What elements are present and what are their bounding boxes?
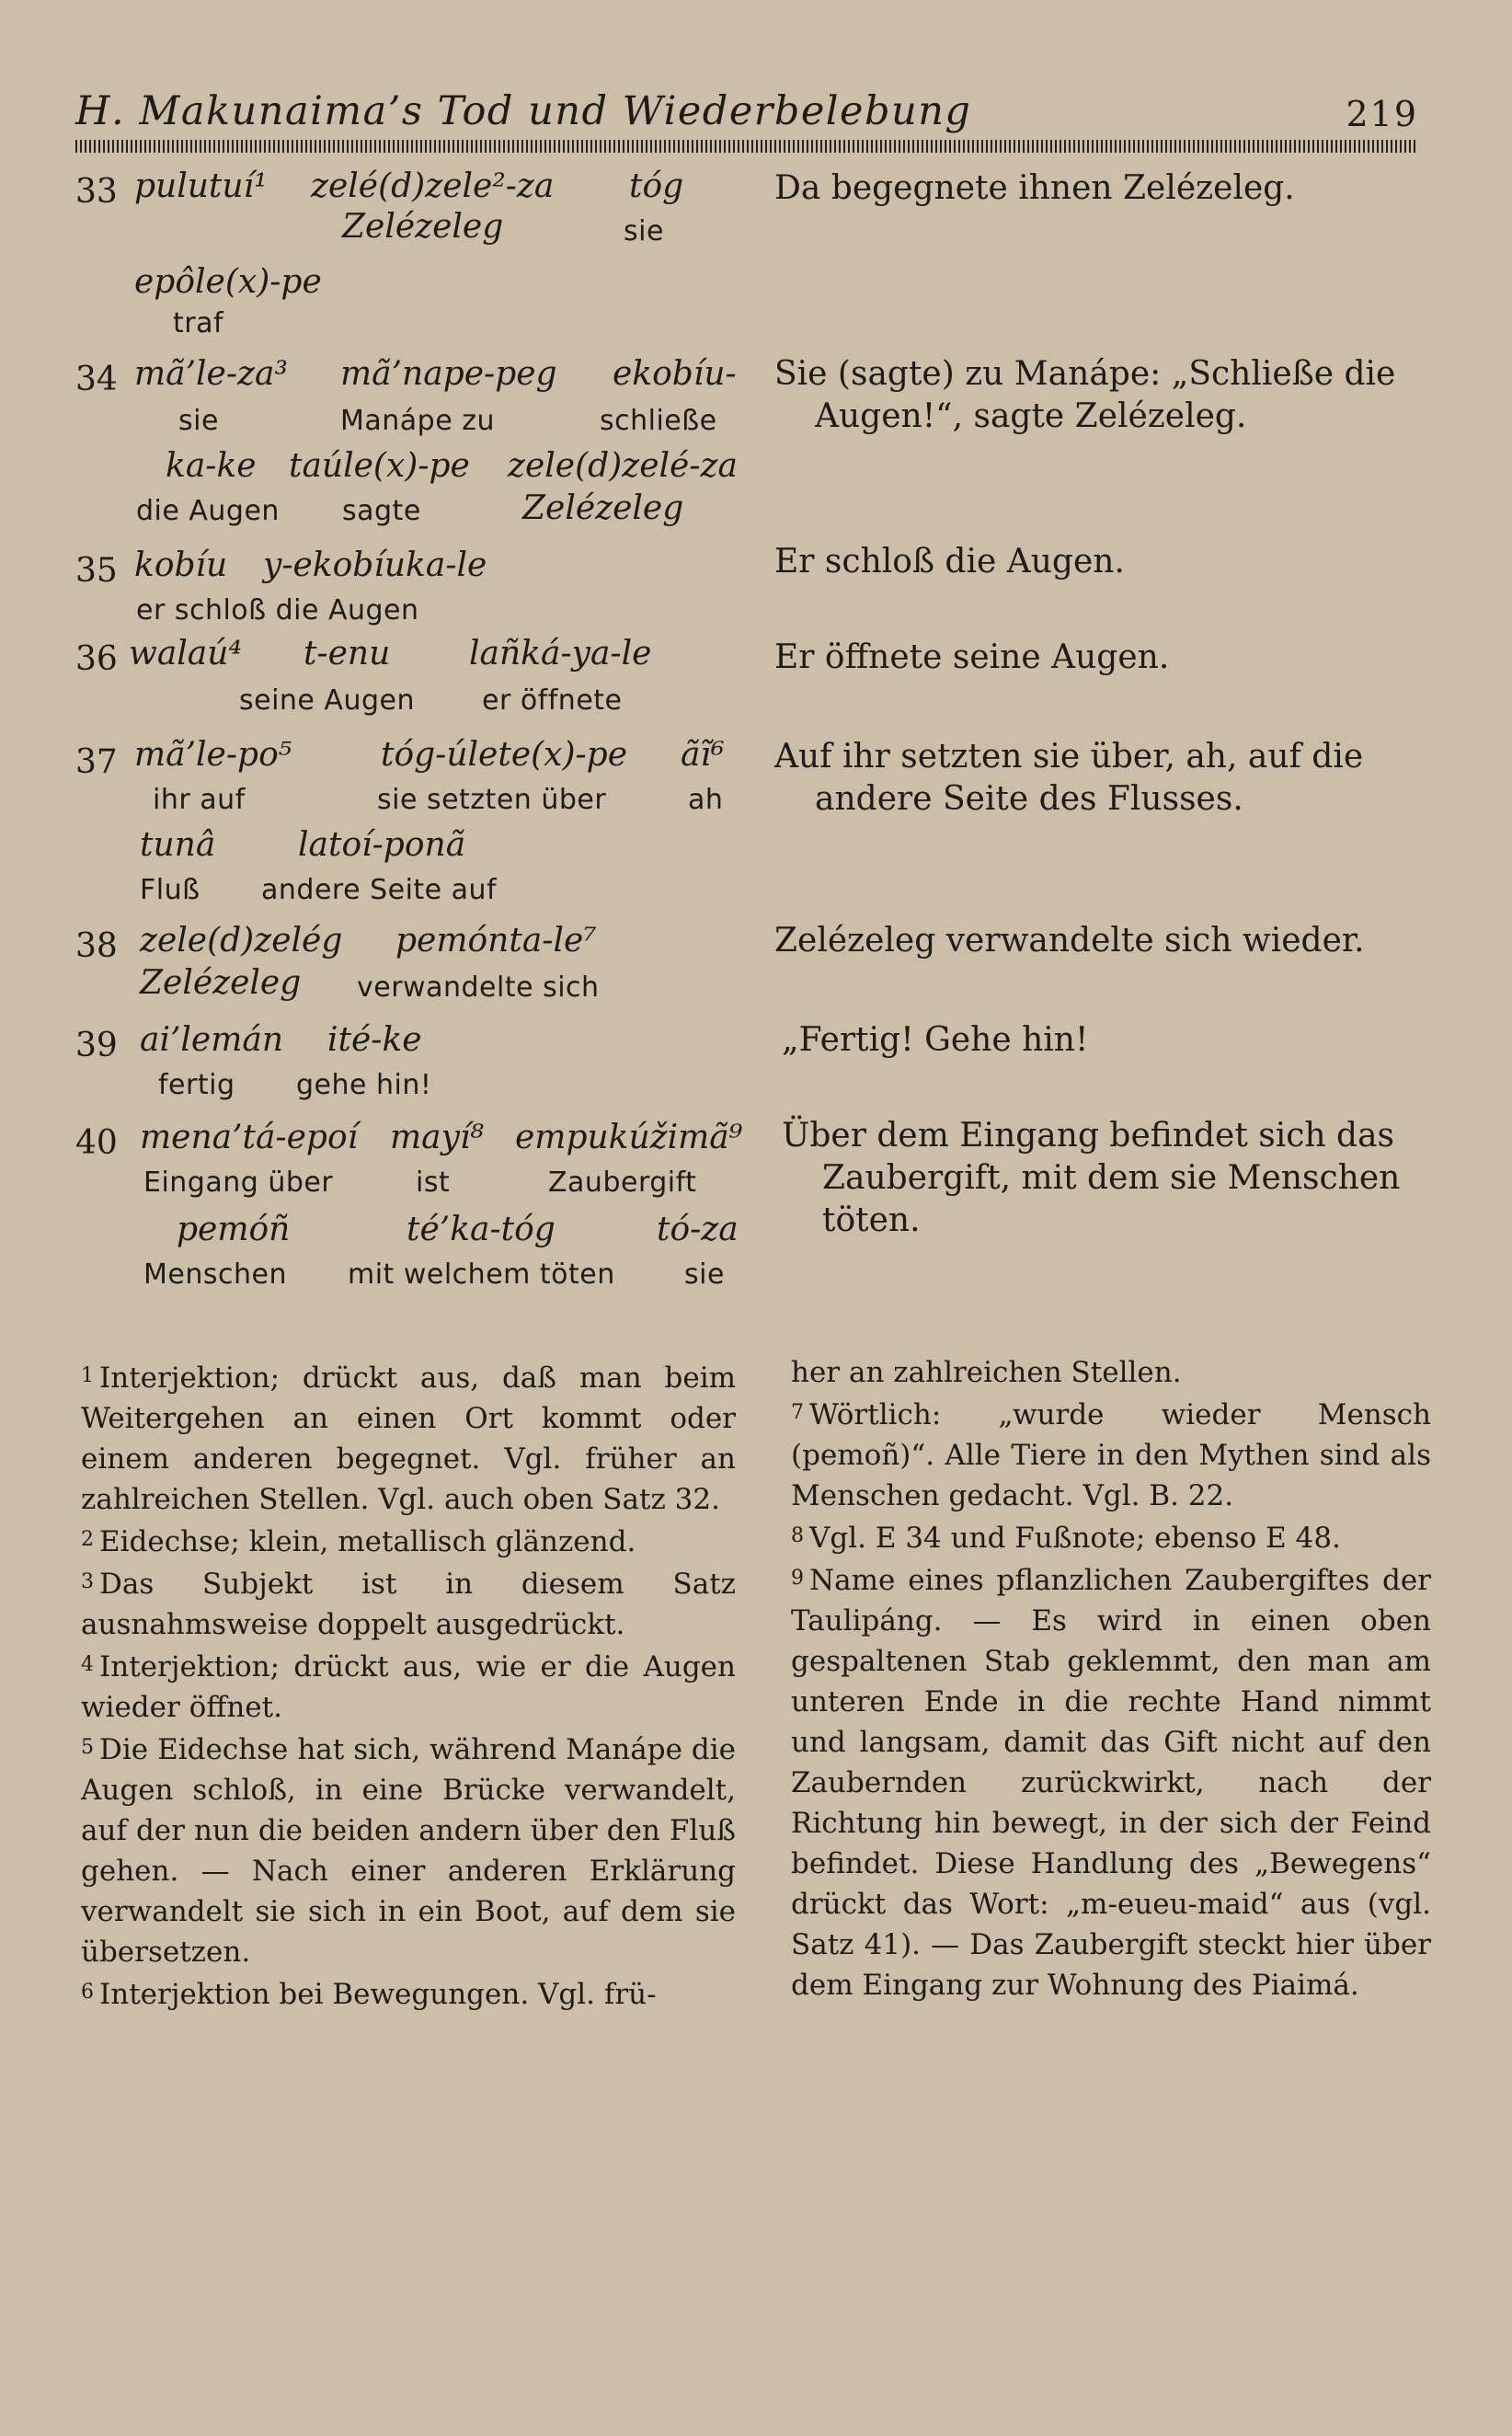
translation: „Fertig! Gehe hin! (782, 1021, 1089, 1059)
word: ité-ke (327, 1021, 422, 1059)
gloss: gehe hin! (296, 1069, 432, 1101)
footnote-6-continued (791, 1352, 1431, 1393)
gloss: schließe (600, 405, 717, 437)
footnote-text: Name eines pflanzlichen Zaubergiftes der Taulipáng. — Es wird in einen oben gespaltenen Stab geklemmt, den man am unteren Ende in die rechte Hand nimmt und langsam, damit das Gift nicht auf den Zaubernden zurückwirkt, nach der Richtung hin bewegt, in der sich der Feind befindet. Diese Handlung des „Bewegens“ drückt das Wort: „m-eueu-maid“ aus (vgl. Satz 41). — Das Zaubergift steckt hier über dem Eingang zur Wohnung des Piaimá. (791, 1564, 1431, 2002)
entry-number: 37 (75, 743, 118, 781)
word: zele(d)zelé-za (508, 447, 738, 485)
gloss: Zaubergift (548, 1166, 697, 1199)
word: taúle(x)-pe (289, 447, 470, 485)
gloss: Eingang über (143, 1166, 334, 1199)
gloss: er öffnete (482, 684, 623, 717)
word: mã’le-za³ (134, 355, 288, 393)
footnote-text: her an zahlreichen Stellen. (791, 1356, 1182, 1389)
footnote-mark: 2 (81, 1528, 94, 1551)
footnote-mark: 4 (81, 1653, 94, 1676)
entry-number: 38 (75, 927, 118, 965)
gloss: mit welchem töten (348, 1258, 615, 1291)
running-header (75, 88, 1418, 136)
entry-number: 39 (75, 1027, 118, 1064)
gloss: verwandelte sich (357, 971, 600, 1004)
word: zele(d)zelég (140, 922, 343, 959)
translation (782, 1115, 1444, 1242)
word: walaú⁴ (129, 635, 242, 672)
translation-line: Sie (sagte) zu Manápe: „Schließe die (774, 355, 1396, 393)
entry-number: 40 (75, 1124, 118, 1162)
footnote-mark: 7 (791, 1401, 804, 1424)
footnote-mark: 6 (81, 1981, 94, 2004)
word: tóg-úlete(x)-pe (381, 736, 628, 774)
gloss: sie (178, 405, 219, 437)
footnote-text: Vgl. E 34 und Fußnote; ebenso E 48. (809, 1522, 1341, 1555)
word: mã’le-po⁵ (134, 736, 292, 774)
footnotes-right-column (791, 1352, 1431, 2005)
word: ai’lemán (140, 1021, 284, 1059)
footnotes-left-column (81, 1356, 736, 2015)
word: zelé(d)zele²-za (311, 167, 555, 205)
gloss-name: Zelézeleg (140, 964, 302, 1002)
gloss-name: Zelézeleg (522, 489, 684, 527)
word: mã’nape-peg (340, 355, 557, 393)
footnote-9 (791, 1558, 1431, 2005)
word: lañká-ya-le (469, 635, 652, 672)
header-rule (75, 140, 1418, 153)
word: ekobíu- (613, 355, 737, 393)
translation-line: Augen!“, sagte Zelézeleg. (815, 397, 1247, 435)
gloss: seine Augen (239, 684, 415, 717)
entry-number: 35 (75, 552, 118, 590)
footnote-text: Interjektion; drückt aus, wie er die Augen wieder öffnet. (81, 1650, 736, 1724)
footnote-5 (81, 1728, 736, 1972)
translation: Er schloß die Augen. (774, 543, 1125, 580)
footnote-7 (791, 1393, 1431, 1516)
footnote-mark: 3 (81, 1570, 94, 1593)
translation-line: töten. (822, 1201, 921, 1239)
entry-number: 36 (75, 640, 118, 678)
footnote-text: Interjektion bei Bewegungen. Vgl. frü- (99, 1978, 657, 2011)
entry-number: 34 (75, 361, 118, 398)
footnote-mark: 1 (81, 1364, 94, 1387)
translation (774, 736, 1437, 821)
gloss: Fluß (140, 874, 200, 906)
word: té’ka-tóg (407, 1211, 556, 1248)
footnote-text: Eidechse; klein, metallisch glänzend. (99, 1525, 636, 1558)
word: tó-za (657, 1211, 739, 1248)
footnote-6 (81, 1972, 736, 2015)
page-number: 219 (1346, 94, 1418, 134)
translation-line: Auf ihr setzten sie über, ah, auf die (774, 738, 1364, 776)
footnote-8 (791, 1516, 1431, 1558)
footnote-2 (81, 1520, 736, 1562)
footnote-mark: 5 (81, 1736, 94, 1759)
word: latoí-ponã (298, 826, 466, 864)
translation-line: Zaubergift, mit dem sie Menschen (822, 1159, 1401, 1197)
word: ka-ke (166, 447, 257, 485)
footnote-mark: 9 (791, 1567, 804, 1590)
gloss: ihr auf (153, 784, 246, 816)
word: mayí⁸ (390, 1119, 484, 1156)
gloss: sagte (342, 495, 421, 527)
word: mena’tá-epoí (140, 1119, 359, 1156)
gloss: ah (688, 784, 724, 816)
footnote-text: Interjektion; drückt aus, daß man beim Weitergehen an einen Ort kommt oder einem anderen begegnet. Vgl. früher an zahlreichen Stellen. Vgl. auch oben Satz 32. (81, 1362, 736, 1516)
translation-line: Über dem Eingang befindet sich das (782, 1117, 1394, 1155)
gloss: fertig (158, 1069, 235, 1101)
running-title: H. Makunaima’s Tod und Wiederbelebung (75, 88, 972, 134)
gloss: die Augen (136, 495, 280, 527)
word: epôle(x)-pe (134, 263, 322, 301)
gloss: Manápe zu (340, 405, 495, 437)
word: t-enu (304, 635, 391, 672)
gloss: er schloß die Augen (136, 594, 419, 626)
translation: Er öffnete seine Augen. (774, 638, 1170, 676)
gloss: sie (684, 1258, 725, 1291)
gloss: ist (416, 1166, 451, 1199)
footnote-text: Die Eidechse hat sich, während Manápe die Augen schloß, in eine Brücke verwandelt, auf der nun die beiden andern über den Fluß gehen. — Nach einer anderen Erklärung verwandelt sie sich in ein Boot, auf dem sie übersetzen. (81, 1733, 736, 1969)
word: tunâ (140, 826, 216, 864)
gloss: Menschen (143, 1258, 287, 1291)
word: kobíu (134, 546, 228, 584)
word: y-ekobíuka-le (263, 546, 487, 584)
word: ãĩ⁶ (681, 736, 725, 774)
footnote-mark: 8 (791, 1524, 804, 1547)
word: pulutuí¹ (134, 167, 268, 205)
footnote-3 (81, 1562, 736, 1645)
gloss: sie (624, 215, 664, 247)
gloss-name: Zelézeleg (342, 208, 504, 246)
translation: Da begegnete ihnen Zelézeleg. (774, 169, 1295, 207)
word: tóg (629, 167, 684, 205)
entry-number: 33 (75, 173, 118, 211)
footnote-4 (81, 1645, 736, 1728)
word: pemónta-le⁷ (395, 922, 597, 959)
word: pemóñ (177, 1211, 291, 1248)
gloss: traf (173, 307, 224, 339)
footnote-text: Wörtlich: „wurde wieder Mensch (pemoñ)“. Alle Tiere in den Mythen sind als Menschen gedacht. Vgl. B. 22. (791, 1398, 1431, 1512)
translation (774, 353, 1437, 438)
gloss: sie setzten über (377, 784, 607, 816)
translation-line: andere Seite des Flusses. (815, 780, 1243, 818)
translation: Zelézeleg verwandelte sich wieder. (774, 922, 1365, 959)
gloss: andere Seite auf (261, 874, 498, 906)
word: empukúžimã⁹ (515, 1119, 743, 1156)
footnote-1 (81, 1356, 736, 1520)
footnote-text: Das Subjekt ist in diesem Satz ausnahmsweise doppelt ausgedrückt. (81, 1568, 736, 1641)
